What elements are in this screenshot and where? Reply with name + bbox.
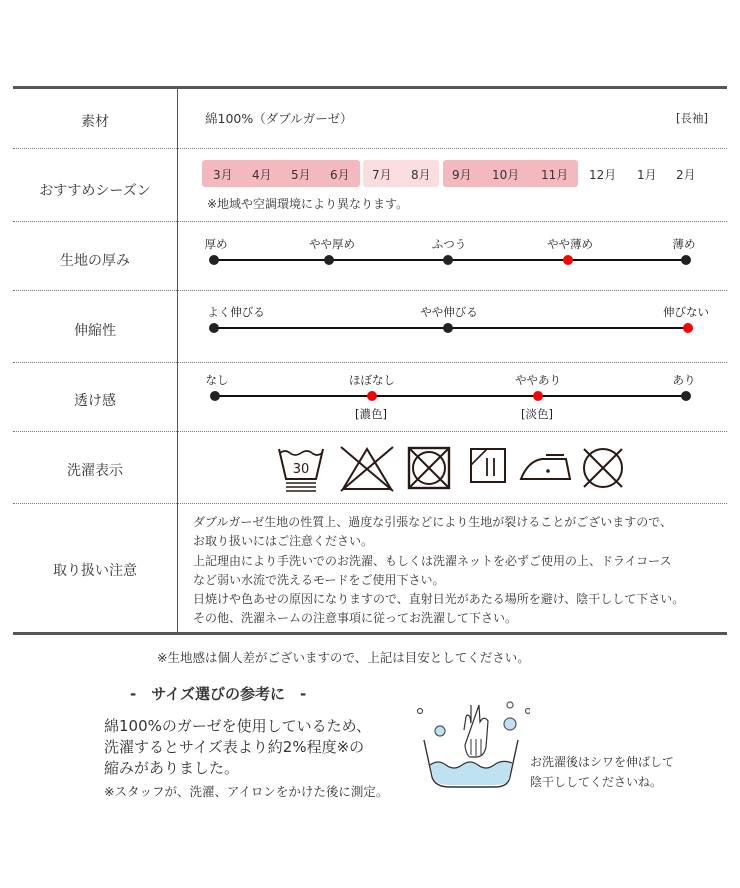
month: 12月	[589, 168, 617, 182]
sheer-scale-line	[215, 395, 687, 397]
month: 1月	[637, 168, 657, 182]
material-value: 綿100%（ダブルガーゼ）	[205, 111, 353, 126]
row-label-stretch: 伸縮性	[74, 323, 116, 339]
thickness-label: やや薄め	[547, 237, 593, 251]
stretch-dot	[443, 323, 453, 333]
row-label-handling: 取り扱い注意	[53, 563, 137, 579]
month: 3月	[213, 168, 233, 182]
illustration-caption-line: お洗濯後はシワを伸ばして	[530, 755, 675, 769]
stretch-label: よく伸びる	[207, 305, 265, 319]
drip-line-dry-shade-icon	[469, 445, 507, 485]
stretch-label: 伸びない	[663, 305, 709, 319]
size-reference-text	[104, 716, 371, 779]
thickness-dot	[324, 255, 334, 265]
row-divider	[13, 431, 727, 432]
size-reference-heading: - サイズ選びの参考に -	[130, 685, 307, 703]
hand-wash-basin-illustration	[410, 695, 530, 800]
thickness-dot	[681, 255, 691, 265]
handling-note-line: 日焼けや色あせの原因になりますので、直射日光があたる場所を避け、陰干しして下さい。	[193, 592, 685, 607]
disclaimer: ※生地感は個人差がございますので、上記は目安としてください。	[157, 650, 530, 665]
sheer-label: ほぼなし	[349, 373, 395, 387]
stretch-dot-selected	[683, 323, 693, 333]
handling-note-line: ダブルガーゼ生地の性質上、過度な引張などにより生地が裂けることがございますので、	[193, 515, 673, 529]
row-label-material: 素材	[81, 114, 109, 130]
thickness-label: 薄め	[672, 237, 696, 251]
thickness-label: 厚め	[204, 237, 228, 251]
no-bleach-icon	[338, 445, 396, 493]
row-label-care-symbols: 洗濯表示	[67, 463, 123, 479]
thickness-dot	[443, 255, 453, 265]
sheer-dot	[681, 391, 691, 401]
sheer-dot-selected	[367, 391, 377, 401]
thickness-dot	[209, 255, 219, 265]
stretch-label: やや伸びる	[420, 305, 478, 319]
sheer-label: ややあり	[515, 373, 561, 387]
row-divider	[13, 503, 727, 504]
month: 11月	[541, 168, 569, 182]
month: 9月	[452, 168, 472, 182]
no-dry-clean-icon	[580, 445, 626, 491]
row-divider	[13, 362, 727, 363]
thickness-label: やや厚め	[309, 237, 355, 251]
sheer-label: あり	[672, 373, 696, 387]
svg-text:30: 30	[292, 462, 310, 477]
hand-wash-30-gentle-icon	[276, 445, 326, 493]
sleeve-type: [長袖]	[676, 111, 708, 125]
row-label-sheer: 透け感	[74, 393, 116, 409]
row-label-season: おすすめシーズン	[39, 183, 151, 199]
size-reference-line: 洗濯するとサイズ表より約2%程度※の	[104, 738, 365, 756]
month: 5月	[291, 168, 311, 182]
thickness-dot-selected	[563, 255, 573, 265]
illustration-caption-line: 陰干ししてくださいね。	[530, 775, 663, 789]
month: 6月	[330, 168, 350, 182]
iron-low-icon	[518, 445, 573, 485]
month: 10月	[492, 168, 520, 182]
row-divider	[13, 148, 727, 149]
row-divider	[13, 290, 727, 291]
sheer-dot	[210, 391, 220, 401]
stretch-dot	[209, 323, 219, 333]
season-note: ※地域や空調環境により異なります。	[207, 197, 409, 211]
size-reference-footnote: ※スタッフが、洗濯、アイロンをかけた後に測定。	[104, 784, 389, 799]
handling-note-line: お取り扱いにはご注意ください。	[193, 534, 374, 549]
row-label-thickness: 生地の厚み	[60, 253, 130, 269]
sheer-sublabel-dark: [濃色]	[355, 407, 387, 421]
sheer-sublabel-light: [淡色]	[521, 407, 553, 421]
month: 7月	[372, 168, 392, 182]
thickness-label: ふつう	[431, 237, 467, 251]
month: 2月	[676, 168, 696, 182]
size-reference-line: 縮みがありました。	[104, 759, 240, 777]
handling-note-line: その他、洗濯ネームの注意事項に従ってお洗濯して下さい。	[193, 611, 518, 626]
no-tumble-dry-icon	[406, 445, 452, 491]
illustration-caption	[530, 752, 674, 792]
row-divider	[13, 221, 727, 222]
handling-note-line: 上記理由により手洗いでのお洗濯、もしくは洗濯ネットを必ずご使用の上、ドライコース	[193, 553, 672, 568]
handling-notes	[193, 513, 684, 629]
size-reference-line: 綿100%のガーゼを使用しているため、	[104, 717, 371, 735]
sheer-label: なし	[205, 373, 229, 387]
handling-note-line: など弱い水流で洗えるモードをご使用下さい。	[193, 572, 445, 587]
sheer-dot-selected	[533, 391, 543, 401]
month: 4月	[252, 168, 272, 182]
column-divider	[177, 89, 178, 632]
month: 8月	[411, 168, 431, 182]
